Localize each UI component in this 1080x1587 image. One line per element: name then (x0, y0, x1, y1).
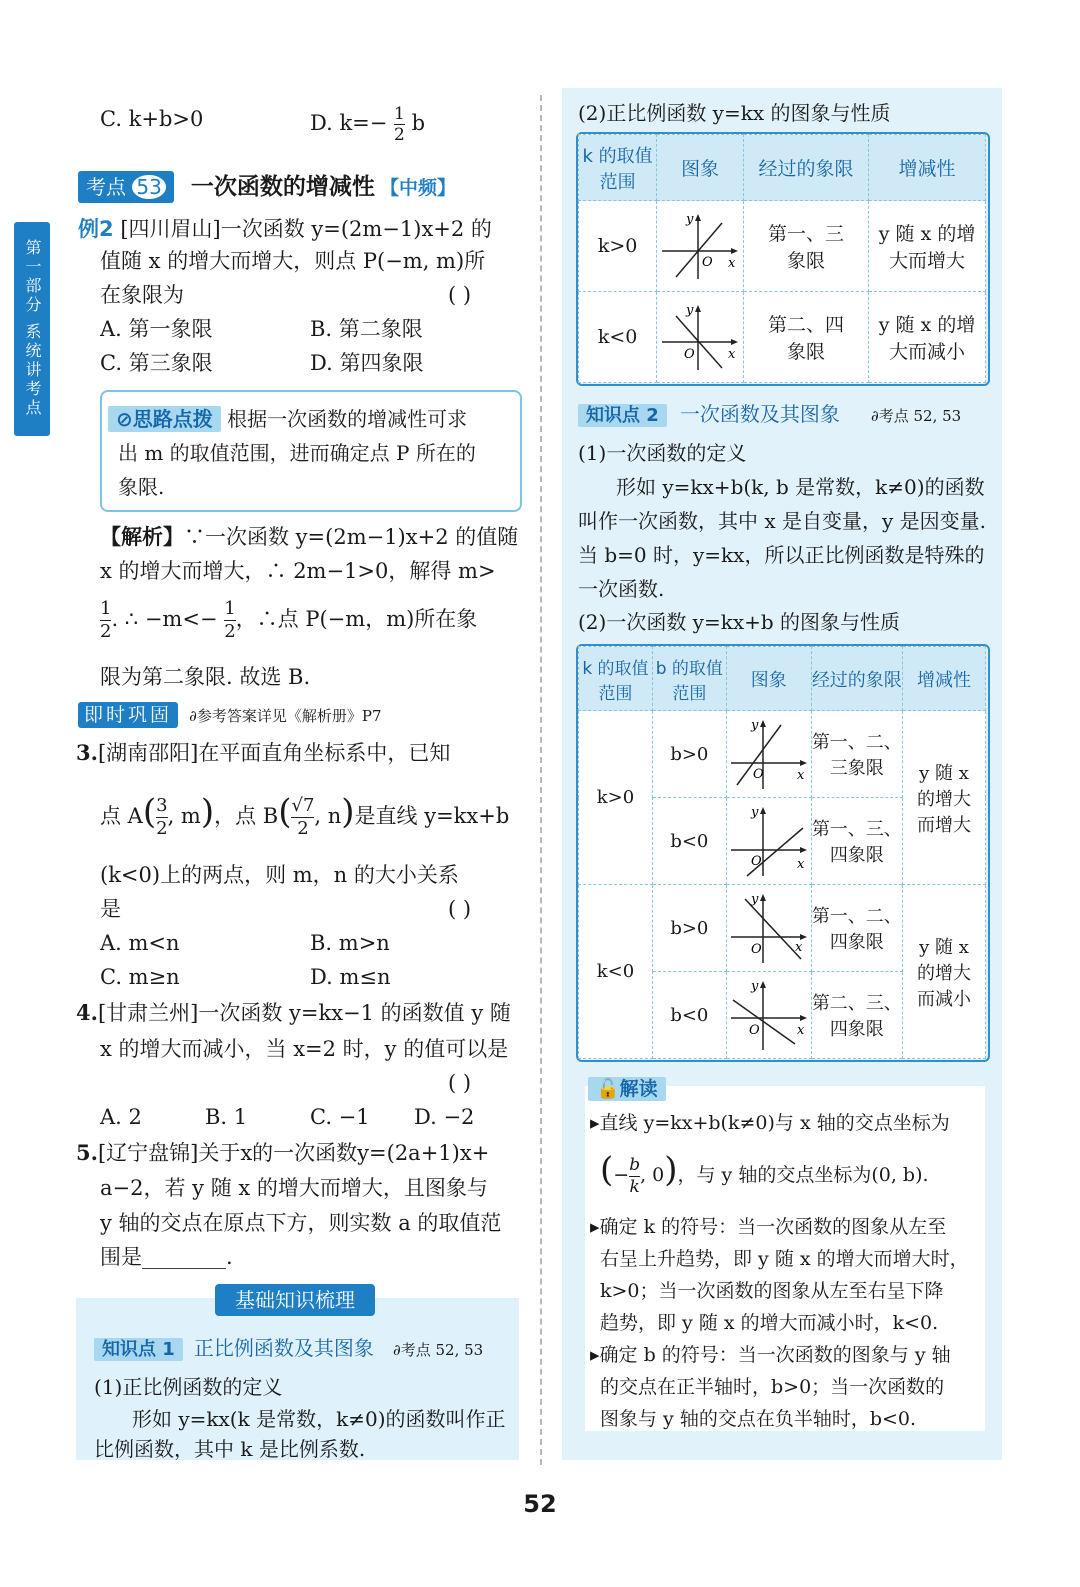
t2-quadrant: 第一、二、 四象限 (811, 885, 902, 972)
svg-text:O: O (748, 1023, 760, 1038)
table2-caption: (2)一次函数 y=kx+b 的图象与性质 (578, 610, 901, 634)
q4-line-2: x 的增大而减小，当 x=2 时，y 的值可以是 (100, 1037, 509, 1061)
example-line-3: 在象限为 (100, 283, 184, 307)
graph-k-neg-b-pos (729, 891, 809, 965)
t2-quadrant: 第二、三、 四象限 (811, 972, 902, 1059)
interp-bullet-3-l3: 图象与 y 轴的交点在负半轴时，b<0. (600, 1408, 917, 1430)
solution-line-3: $\frac{1}{2}$ . ∴ −m<− $\frac{1}{2}$ ，∴点 P(−m，m)所在象 (100, 598, 478, 642)
interp-label: 🔓解读 (588, 1077, 666, 1101)
ex-option-d: D. 第四象限 (310, 351, 424, 375)
t2-k: k>0 (579, 711, 653, 885)
t1-head-k: k 的取值范围 (579, 135, 657, 201)
t2-mono: y 随 x 的增大 而增大 (902, 711, 985, 885)
t2-mono: y 随 x 的增大 而减小 (902, 885, 985, 1059)
kp2-sub: (1)一次函数的定义 (578, 441, 747, 465)
t2-head-quadrant: 经过的象限 (811, 647, 902, 711)
kaodian-freq: 【中频】 (380, 177, 457, 199)
q4-option-b: B. 1 (205, 1105, 248, 1129)
kp1-line-1: 形如 y=kx(k 是常数，k≠0)的函数叫作正 (132, 1407, 506, 1431)
t2-b: b>0 (652, 711, 726, 798)
kp1-header (94, 1332, 483, 1361)
q4-option-d: D. −2 (414, 1105, 475, 1129)
kp1-ref: ∂考点 52, 53 (392, 1341, 484, 1359)
section-banner: 基础知识梳理 (215, 1284, 375, 1316)
t2-graph-cell (726, 711, 811, 798)
table1-row (579, 292, 986, 383)
graph-k-pos-b-neg (729, 804, 809, 878)
svg-text:x: x (796, 768, 805, 783)
example-line-1: 例2 [四川眉山]一次函数 y=(2m−1)x+2 的 (78, 217, 492, 241)
kaodian-title: 一次函数的增减性 (190, 174, 375, 200)
graph-k-neg-b-neg (729, 978, 809, 1052)
kp1-title: 正比例函数及其图象 (193, 1336, 374, 1360)
column-divider (540, 95, 542, 1465)
table1-caption: (2)正比例函数 y=kx 的图象与性质 (578, 101, 891, 125)
example-line-2: 值随 x 的增大而增大，则点 P(−m, m)所 (100, 249, 486, 273)
t2-b: b<0 (652, 798, 726, 885)
t2-head-graph: 图象 (726, 647, 811, 711)
solution-line-2: x 的增大而增大，∴ 2m−1>0，解得 m> (100, 559, 496, 583)
prev-option-c: C. k+b>0 (100, 107, 204, 131)
graph-k-pos-b-pos (729, 717, 809, 791)
hint-line-2: 出 m 的取值范围，进而确定点 P 所在的 (118, 441, 476, 465)
q4-option-a: A. 2 (100, 1105, 142, 1129)
t1-mono: y 随 x 的增 大而增大 (869, 201, 986, 292)
prev-option-d: D. k=− $\frac{1}{2}$ b (310, 104, 426, 145)
ex-option-b: B. 第二象限 (310, 317, 423, 341)
kp1-line-2: 比例函数，其中 k 是比例系数. (94, 1437, 366, 1461)
hint-line-3: 象限. (118, 475, 165, 499)
table1 (578, 134, 986, 383)
graph-k-neg (660, 302, 740, 372)
practice-header (78, 700, 382, 727)
svg-text:y: y (750, 979, 759, 994)
kaodian-header (78, 168, 456, 206)
svg-text:O: O (752, 767, 764, 782)
q5-line-4: 围是________. (100, 1245, 233, 1269)
svg-text:x: x (796, 857, 805, 872)
t1-k: k<0 (579, 292, 657, 383)
kp2-header (578, 398, 961, 427)
t2-b: b>0 (652, 885, 726, 972)
interp-bullet-1b: (− $\frac{b}{k}$ , 0)，与 y 轴的交点坐标为(0, b). (600, 1150, 929, 1197)
kp2-title: 一次函数及其图象 (679, 402, 840, 426)
q3-line-2: 点 A( $\frac{3}{2}$ , m)，点 B( $\frac{√7}{2}$ , n)是直线 y=kx+b (100, 792, 510, 839)
t1-graph-cell (657, 201, 744, 292)
practice-tag: 即时巩固 (78, 702, 178, 728)
t2-head-b: b 的取值范围 (652, 647, 726, 711)
interp-bullet-2: ▸确定 k 的符号：当一次函数的图象从左至 (590, 1216, 947, 1238)
q3-line-1: 3.[湖南邵阳]在平面直角坐标系中，已知 (76, 740, 451, 765)
table1-row (579, 201, 986, 292)
interp-bullet-3-l2: 的交点在正半轴时，b>0；当一次函数的 (600, 1376, 945, 1398)
kp2-line-2: 叫作一次函数，其中 x 是自变量，y 是因变量. (578, 509, 987, 533)
table2-row (579, 711, 986, 798)
kp2-tag: 知识点 2 (578, 404, 667, 427)
svg-text:y: y (750, 718, 759, 733)
t2-b: b<0 (652, 972, 726, 1059)
ex-option-a: A. 第一象限 (100, 317, 213, 341)
q4-line-1: 4.[甘肃兰州]一次函数 y=kx−1 的函数值 y 随 (76, 1000, 511, 1025)
q3-option-d: D. m≤n (310, 965, 391, 989)
kp1-sub: (1)正比例函数的定义 (94, 1375, 283, 1399)
t1-graph-cell (657, 292, 744, 383)
q3-paren: ( ) (448, 897, 472, 921)
svg-text:y: y (686, 212, 694, 227)
svg-text:O: O (702, 255, 713, 270)
kaodian-tag: 考点 53 (78, 171, 174, 203)
svg-text:y: y (686, 303, 694, 318)
svg-text:O: O (750, 854, 762, 869)
kp2-line-4: 一次函数. (578, 577, 665, 601)
q5-line-1: 5.[辽宁盘锦]关于x的一次函数y=(2a+1)x+ (76, 1140, 490, 1165)
page-number: 52 (523, 1490, 557, 1518)
solution-line-1: 【解析】∵一次函数 y=(2m−1)x+2 的值随 (100, 524, 519, 549)
q5-line-3: y 轴的交点在原点下方，则实数 a 的取值范 (100, 1211, 502, 1235)
practice-ref: ∂参考答案详见《解析册》P7 (189, 707, 382, 725)
t1-k: k>0 (579, 201, 657, 292)
q3-option-b: B. m>n (310, 931, 390, 955)
t2-head-k: k 的取值范围 (579, 647, 653, 711)
interp-bullet-2-l2: 右呈上升趋势，即 y 随 x 的增大而增大时， (600, 1248, 969, 1270)
t1-quadrant: 第一、三 象限 (744, 201, 869, 292)
t1-mono: y 随 x 的增 大而减小 (869, 292, 986, 383)
q5-line-2: a−2，若 y 随 x 的增大而增大，且图象与 (100, 1176, 488, 1200)
t2-head-mono: 增减性 (902, 647, 985, 711)
t2-k: k<0 (579, 885, 653, 1059)
hint-label: ⊘思路点拨 (108, 406, 221, 432)
interp-header (588, 1074, 666, 1101)
table2-row (579, 885, 986, 972)
kp2-line-1: 形如 y=kx+b(k, b 是常数，k≠0)的函数 (616, 475, 985, 499)
t2-graph-cell (726, 885, 811, 972)
t1-head-quadrant: 经过的象限 (744, 135, 869, 201)
q3-line-3: (k<0)上的两点，则 m，n 的大小关系 (100, 863, 459, 887)
q4-option-c: C. −1 (310, 1105, 370, 1129)
q3-option-a: A. m<n (100, 931, 180, 955)
t1-head-graph: 图象 (657, 135, 744, 201)
t1-quadrant: 第二、四 象限 (744, 292, 869, 383)
svg-text:x: x (796, 1023, 805, 1038)
svg-text:y: y (750, 892, 759, 907)
t2-quadrant: 第一、二、 三象限 (811, 711, 902, 798)
kp1-tag: 知识点 1 (94, 1338, 183, 1361)
svg-text:O: O (684, 347, 695, 362)
t2-quadrant: 第一、三、 四象限 (811, 798, 902, 885)
svg-text:x: x (728, 256, 736, 271)
svg-text:O: O (750, 942, 762, 957)
interp-bullet-3: ▸确定 b 的符号：当一次函数的图象与 y 轴 (590, 1344, 951, 1366)
interp-bullet-2-l3: k>0；当一次函数的图象从左至右呈下降 (600, 1280, 944, 1302)
interp-bullet-1: ▸直线 y=kx+b(k≠0)与 x 轴的交点坐标为 (590, 1112, 950, 1134)
table2 (578, 646, 986, 1059)
hint-line-1: ⊘思路点拨 根据一次函数的增减性可求 (108, 404, 467, 434)
solution-line-4: 限为第二象限. 故选 B. (100, 665, 311, 689)
q3-line-4: 是 (100, 897, 121, 921)
t1-head-mono: 增减性 (869, 135, 986, 201)
interp-bullet-2-l4: 趋势，即 y 随 x 的增大而减小时，k<0. (600, 1312, 939, 1334)
ex-option-c: C. 第三象限 (100, 351, 213, 375)
graph-k-pos (660, 211, 740, 281)
svg-text:x: x (728, 347, 736, 362)
q3-option-c: C. m≥n (100, 965, 180, 989)
section-tab: 第一部分 系统讲考点 (14, 222, 50, 436)
svg-text:x: x (794, 940, 803, 955)
answer-paren: ( ) (448, 283, 472, 307)
kp2-ref: ∂考点 52, 53 (870, 407, 962, 425)
kp2-line-3: 当 b=0 时，y=kx，所以正比例函数是特殊的 (578, 543, 985, 567)
t2-graph-cell (726, 798, 811, 885)
q4-paren: ( ) (448, 1071, 472, 1095)
svg-text:y: y (750, 805, 759, 820)
t2-graph-cell (726, 972, 811, 1059)
